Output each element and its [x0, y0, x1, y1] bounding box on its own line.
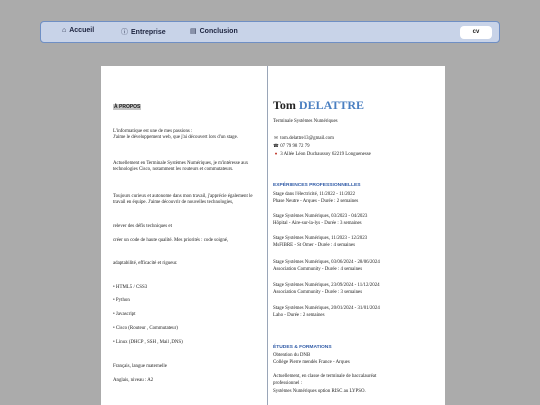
about-paragraph: créer un code de haute qualité. Mes priorités : code soigné,: [113, 238, 229, 243]
contact-email: [273, 135, 334, 142]
info-icon: ⓘ: [121, 29, 128, 36]
about-paragraph: Actuellement en Terminale Systèmes Numériques, je m'intéresse aux technologies Cisco, notamment les routeurs et commutateurs.: [113, 161, 249, 173]
experience-detail: Association Community - Durée : 4 semaines: [273, 267, 363, 272]
experience-detail: Phase Neutre - Arques - Durée : 2 semaines: [273, 199, 359, 204]
cv-button[interactable]: cv: [460, 26, 492, 39]
experience-title: Stage dans l'électricité, 11/2022 - 11/2022: [273, 192, 356, 197]
experience-title: Stage Systèmes Numériques, 03/2023 - 04/2023: [273, 214, 368, 219]
document-icon: ▤: [190, 28, 197, 35]
first-name: Tom: [273, 98, 296, 112]
nav-accueil[interactable]: [62, 27, 94, 34]
contact-address: [273, 151, 371, 158]
experience-detail: Laho - Durée : 2 semaines: [273, 313, 325, 318]
nav-entreprise[interactable]: [121, 27, 166, 37]
person-name: [273, 98, 364, 113]
skill-item: • Javascript: [113, 312, 136, 317]
experience-title: Stage Systèmes Numériques, 03/06/2024 - 28/06/2024: [273, 260, 380, 265]
skill-item: • Linux (DHCP , SSH , Mail ,DNS): [113, 340, 183, 345]
nav-accueil-label: Accueil: [69, 27, 95, 34]
language-item: Anglais, niveau : A2: [113, 378, 154, 383]
about-paragraph: relever des défis techniques et: [113, 224, 172, 229]
education-line: professionnel :: [273, 381, 302, 386]
experience-detail: MsFIBRE - St Omer - Durée : 4 semaines: [273, 243, 356, 248]
experience-detail: Hôpital - Aire-sur-la-lys - Durée : 3 semaines: [273, 221, 362, 226]
education-heading: ÉTUDES & FORMATIONS: [273, 345, 332, 350]
experience-title: Stage Systèmes Numériques, 11/2023 - 12/2023: [273, 236, 368, 241]
phone-text: 07 79 98 72 79: [280, 144, 310, 149]
location-pin-icon: ●: [274, 151, 278, 156]
about-paragraph: L'informatique est une de mes passions :: [113, 129, 193, 134]
email-text[interactable]: tom.delattre13@gmail.com: [280, 136, 334, 141]
home-icon: ⌂: [62, 27, 67, 34]
top-navigation-bar: [40, 21, 500, 43]
column-divider: [267, 66, 268, 405]
cv-page: [101, 66, 445, 405]
nav-entreprise-label: Entreprise: [131, 28, 166, 36]
experience-detail: Association Community - Durée : 3 semaines: [273, 290, 363, 295]
skill-item: • Cisco (Routeur , Commutateur): [113, 326, 178, 331]
last-name: DELATTRE: [298, 98, 365, 112]
about-paragraph: Toujours curieux et autonome dans mon travail, j'apprécie également le travail en équipe. J'aime découvrir de nouvelles technologies,: [113, 194, 253, 206]
skill-item: • HTML5 / CSS3: [113, 285, 148, 290]
phone-icon: ☎: [273, 143, 279, 148]
nav-conclusion[interactable]: [190, 27, 238, 35]
skill-item: • Python: [113, 298, 130, 303]
experience-title: Stage Systèmes Numériques, 23/09/2024 - 11/12/2024: [273, 283, 380, 288]
mail-icon: ✉: [274, 135, 278, 140]
about-heading: À PROPOS: [114, 104, 141, 110]
experience-heading: EXPÉRIENCES PROFESSIONNELLES: [273, 183, 361, 188]
address-text: 3 Allée Léon Duchaussoy 62219 Longuenesse: [280, 152, 371, 157]
education-line: Actuellement, en classe de terminale de baccalauréat: [273, 374, 377, 379]
about-paragraph: adaptabilité, efficacité et rigueur.: [113, 261, 178, 266]
language-item: Français, langue maternelle: [113, 364, 167, 369]
contact-phone: [273, 143, 310, 150]
education-line: Collège Pierre mendès France - Arques: [273, 360, 350, 365]
education-line: Obtention du DNB: [273, 353, 311, 358]
nav-conclusion-label: Conclusion: [199, 27, 238, 35]
subtitle: Terminale Systèmes Numériques: [273, 119, 338, 124]
about-paragraph: J'aime le développement web, que j'ai découvert lors d'un stage.: [113, 135, 239, 140]
experience-title: Stage Systèmes Numériques, 20/01/2024 - 31/01/2024: [273, 306, 380, 311]
education-line: Systèmes Numériques option RISC au LYPSO.: [273, 389, 366, 394]
